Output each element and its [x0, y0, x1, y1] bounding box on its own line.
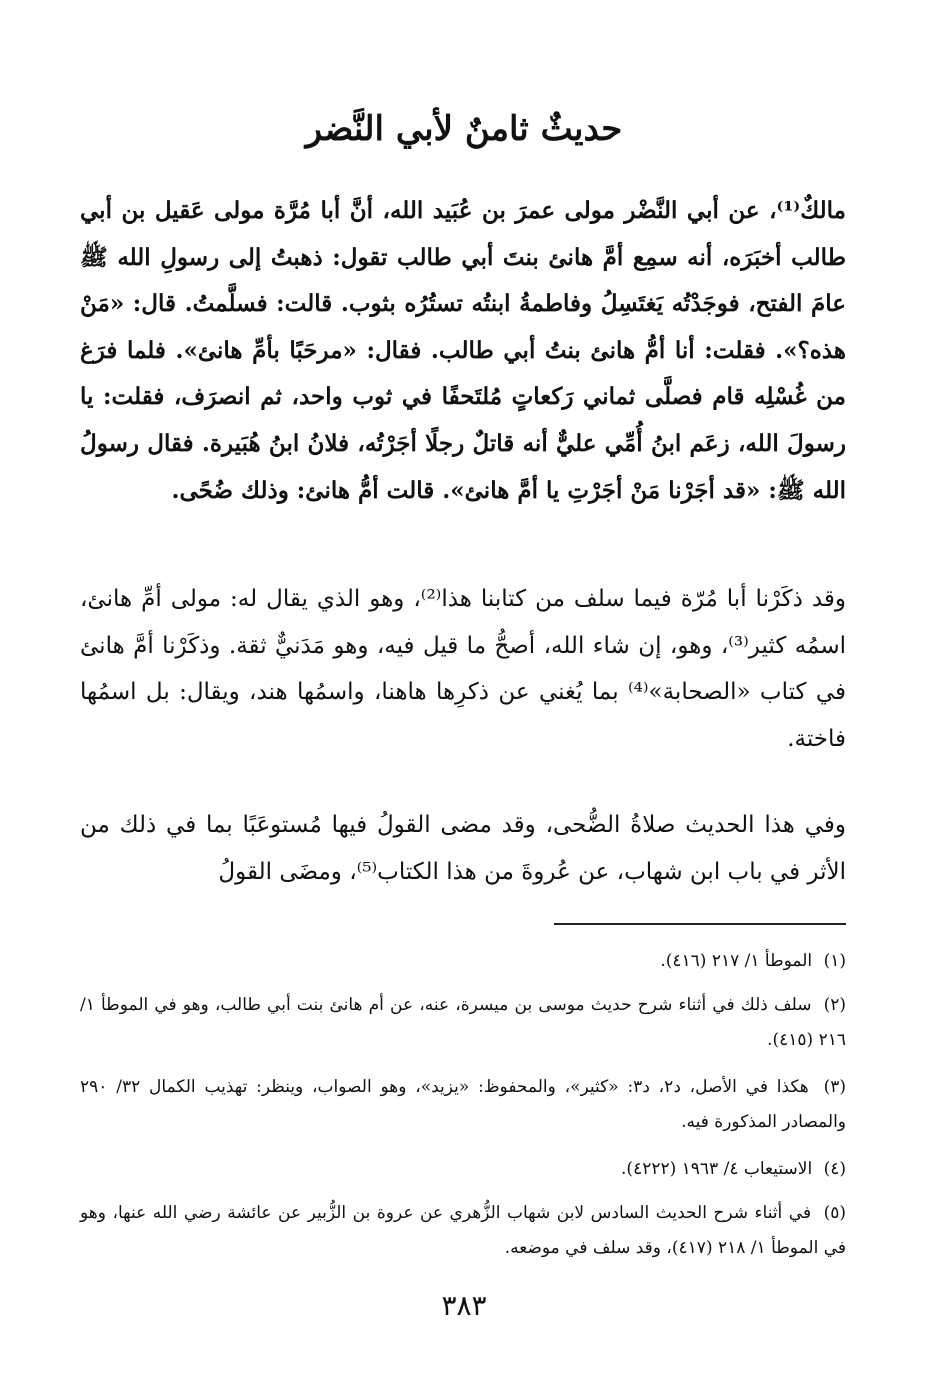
- footnote-text: في أثناء شرح الحديث السادس لابن شهاب الزُّهري عن عروة بن الزُّبير عن عائشة رضي الله عنها، وهو في الموطأ ١/ ٢١٨ (٤١٧)، وقد سلف في موضعه.: [80, 1203, 846, 1258]
- footnote-number: (٢): [823, 995, 847, 1015]
- hadith-paragraph: مالكٌ⁽¹⁾، عن أبي النَّضْر مولى عمرَ بن عُبَيد الله، أنَّ أبا مُرَّة مولى عَقيل بن أبي طالب أخبَرَه، أنه سمِع أمَّ هانئ بنتَ أبي طالب تقول: ذهبتُ إلى رسولِ الله ﷺ عامَ الفتح، فوجَدْتُه يَغتَسِلُ وفاطمةُ ابنتُه تستُرُه بثوب. قالت: فسلَّمتُ. قال: «مَنْ هذه؟». فقلت: أنا أمُّ هانئ بنتُ أبي طالب. فقال: «مرحَبًا بأمِّ هانئ». فلما فرَغ من غُسْلِه قام فصلَّى ثماني رَكعاتٍ مُلتَحفًا في ثوب واحد، ثم انصرَف، فقلت: يا رسولَ الله، زعَم ابنُ أُمِّي عليٌّ أنه قاتلٌ رجلًا أجَرْتُه، فلانُ ابنُ هُبَيرة. فقال رسولُ الله ﷺ: «قد أجَرْنا مَنْ أجَرْتِ يا أمَّ هانئ». قالت أمُّ هانئ: وذلك ضُحًى.: [80, 197, 846, 504]
- footnote-number: (٣): [823, 1077, 846, 1097]
- footnote-text: سلف ذلك في أثناء شرح حديث موسى بن ميسرة، عنه، عن أم هانئ بنت أبي طالب، وهو في الموطأ ١/ ٢١٦ (٤١٥).: [80, 995, 846, 1050]
- footnote-text: هكذا في الأصل، د٢، د٣: «كثير»، والمحفوظ: «يزيد»، وهو الصواب، وينظر: تهذيب الكمال ٣٢/ ٢٩٠ والمصادر المذكورة فيه.: [80, 1077, 846, 1132]
- footnote-number: (٤): [823, 1159, 846, 1179]
- footnote-text: الاستيعاب ٤/ ١٩٦٣ (٤٢٢٢).: [621, 1159, 813, 1179]
- footnote-4: [80, 1152, 846, 1187]
- footnote-2: [80, 988, 846, 1058]
- footnote-3: [80, 1070, 846, 1140]
- commentary-paragraph-1: وقد ذكَرْنا أبا مُرّة فيما سلف من كتابنا هذا⁽²⁾، وهو الذي يقال له: مولى أمِّ هانئ، اسمُه كثير⁽³⁾، وهو، إن شاء الله، أصحُّ ما قيل فيه، وهو مَدَنيٌّ ثقة. وذكَرْنا أمَّ هانئ في كتاب «الصحابة»⁽⁴⁾ بما يُغني عن ذكرِها هاهنا، واسمُها هند، ويقال: بل اسمُها فاختة.: [80, 586, 847, 752]
- footnote-number: (١): [823, 951, 846, 971]
- footnote-5: [80, 1196, 846, 1266]
- commentary-paragraph-2: وفي هذا الحديث صلاةُ الضُّحى، وقد مضى القولُ فيها مُستوعَبًا بما في ذلك من الأثر في باب ابن شهاب، عن عُروةَ من هذا الكتاب⁽⁵⁾، ومضَى القولُ: [80, 812, 846, 885]
- chapter-title: حديثٌ ثامنٌ لأبي النَّضر: [305, 109, 623, 149]
- footnote-number: (٥): [823, 1203, 847, 1223]
- footnote-1: [80, 944, 846, 979]
- footnote-text: الموطأ ١/ ٢١٧ (٤١٦).: [660, 951, 813, 971]
- footnote-separator: [554, 923, 846, 925]
- page-number: ٣٨٣: [441, 1289, 487, 1322]
